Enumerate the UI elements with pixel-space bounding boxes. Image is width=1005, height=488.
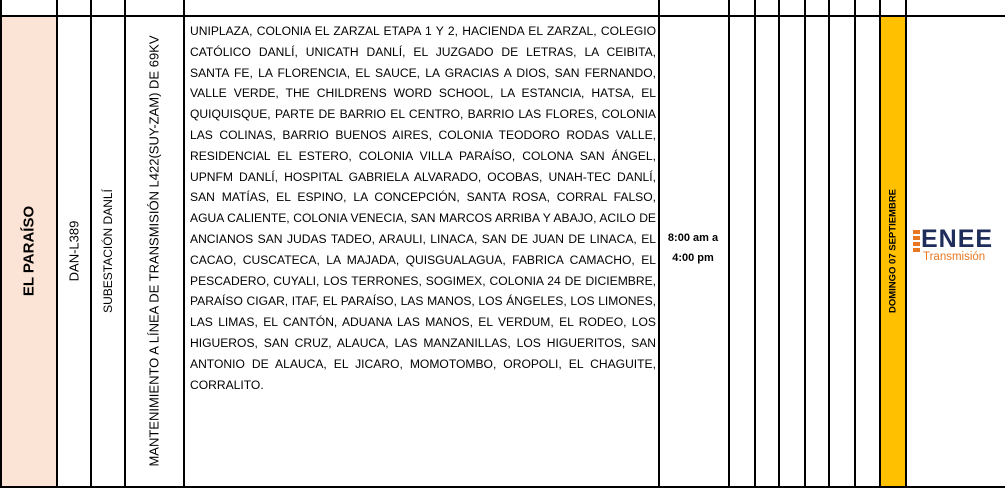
column-divider bbox=[804, 0, 806, 488]
substation-cell bbox=[92, 16, 124, 486]
time-start: 8:00 am a bbox=[667, 232, 719, 244]
region-label: EL PARAÍSO bbox=[20, 205, 38, 297]
column-divider bbox=[854, 0, 856, 488]
column-divider bbox=[728, 0, 730, 488]
maintenance-label: MANTENIMIENTO A LÍNEA DE TRANSMISIÓN L422(SUY-ZAM) DE 69KV bbox=[146, 35, 162, 467]
time-window bbox=[661, 228, 725, 268]
column-divider bbox=[124, 0, 126, 488]
logo-stripes-icon bbox=[913, 230, 920, 252]
region-cell bbox=[2, 16, 56, 486]
time-end: 4:00 pm bbox=[672, 252, 714, 264]
column-divider bbox=[828, 0, 830, 488]
substation-label: SUBESTACIÓN DANLÍ bbox=[101, 189, 115, 313]
circuit-label: DAN-L389 bbox=[66, 220, 82, 282]
logo-wordmark: ENEE bbox=[921, 225, 994, 253]
affected-areas-text: UNIPLAZA, COLONIA EL ZARZAL ETAPA 1 Y 2, HACIENDA EL ZARZAL, COLEGIO CATÓLICO DANLÍ, UNICATH DANLÍ, EL JUZGADO DE LETRAS, LA CEIBITA, SANTA FE, LA FLORENCIA, EL SAUCE, LA GRACIAS A DIOS, SAN FERNANDO, VALLE VERDE, THE CHILDRENS WORD SCHOOL, LA ESTANCIA, HATSA, EL QUIQUISQUE, PARTE DE BARRIO EL CENTRO, BARRIO LAS FLORES, COLONIA LAS COLINAS, BARRIO BUENOS AIRES, COLONIA TEODORO RODAS VALLE, RESIDENCIAL EL ESTERO, COLONIA VILLA PARAÍSO, COLONA SAN ÁNGEL, UPNFM DANLÍ, HOSPITAL GABRIELA ALVARADO, OCOBAS, UNAH-TEC DANLÍ, SAN MATÍAS, EL ESPINO, LA CONCEPCIÓN, SANTA ROSA, CORRAL FALSO, AGUA CALIENTE, COLONIA VENECIA, SAN MARCOS ARRIBA Y ABAJO, ACILO DE ANCIANOS SAN JUDAS TADEO, ARAULI, LINACA, SAN DE JUAN DE LINACA, EL CACAO, CUSCATECA, LA MAJADA, QUISGUALAGUA, FABRICA CAMACHO, EL PESCADERO, CUYALI, LOS TERRONES, SOGIMEX, COLONIA 24 DE DICIEMBRE, PARAÍSO CIGAR, ITAF, EL PARAÍSO, LAS MANOS, LOS ÁNGELES, LOS LIMONES, LAS LIMAS, EL CANTÓN, ADUANA LAS MANOS, EL VERDUM, EL RODEO, LOS HIGUEROS, SAN CRUZ, ALAUCA, LAS MANZANILLAS, LOS HIGUERITOS, SAN ANTONIO DE ALAUCA, EL JICARO, MOMOTOMBO, OROPOLI, EL CHAGUITE, CORRALITO. bbox=[190, 24, 656, 392]
column-divider bbox=[658, 0, 660, 488]
circuit-cell bbox=[58, 16, 90, 486]
logo-subtitle: Transmisión bbox=[923, 251, 986, 263]
column-divider bbox=[778, 0, 780, 488]
column-divider bbox=[90, 0, 92, 488]
date-cell bbox=[881, 16, 905, 486]
column-divider bbox=[754, 0, 756, 488]
column-divider bbox=[0, 0, 2, 488]
enee-logo bbox=[911, 225, 1005, 280]
column-divider bbox=[905, 0, 907, 488]
column-divider bbox=[56, 0, 58, 488]
maintenance-cell bbox=[141, 16, 167, 486]
column-divider bbox=[879, 0, 881, 488]
date-label: DOMINGO 07 SEPTIEMBRE bbox=[887, 188, 899, 314]
column-divider bbox=[183, 0, 185, 488]
